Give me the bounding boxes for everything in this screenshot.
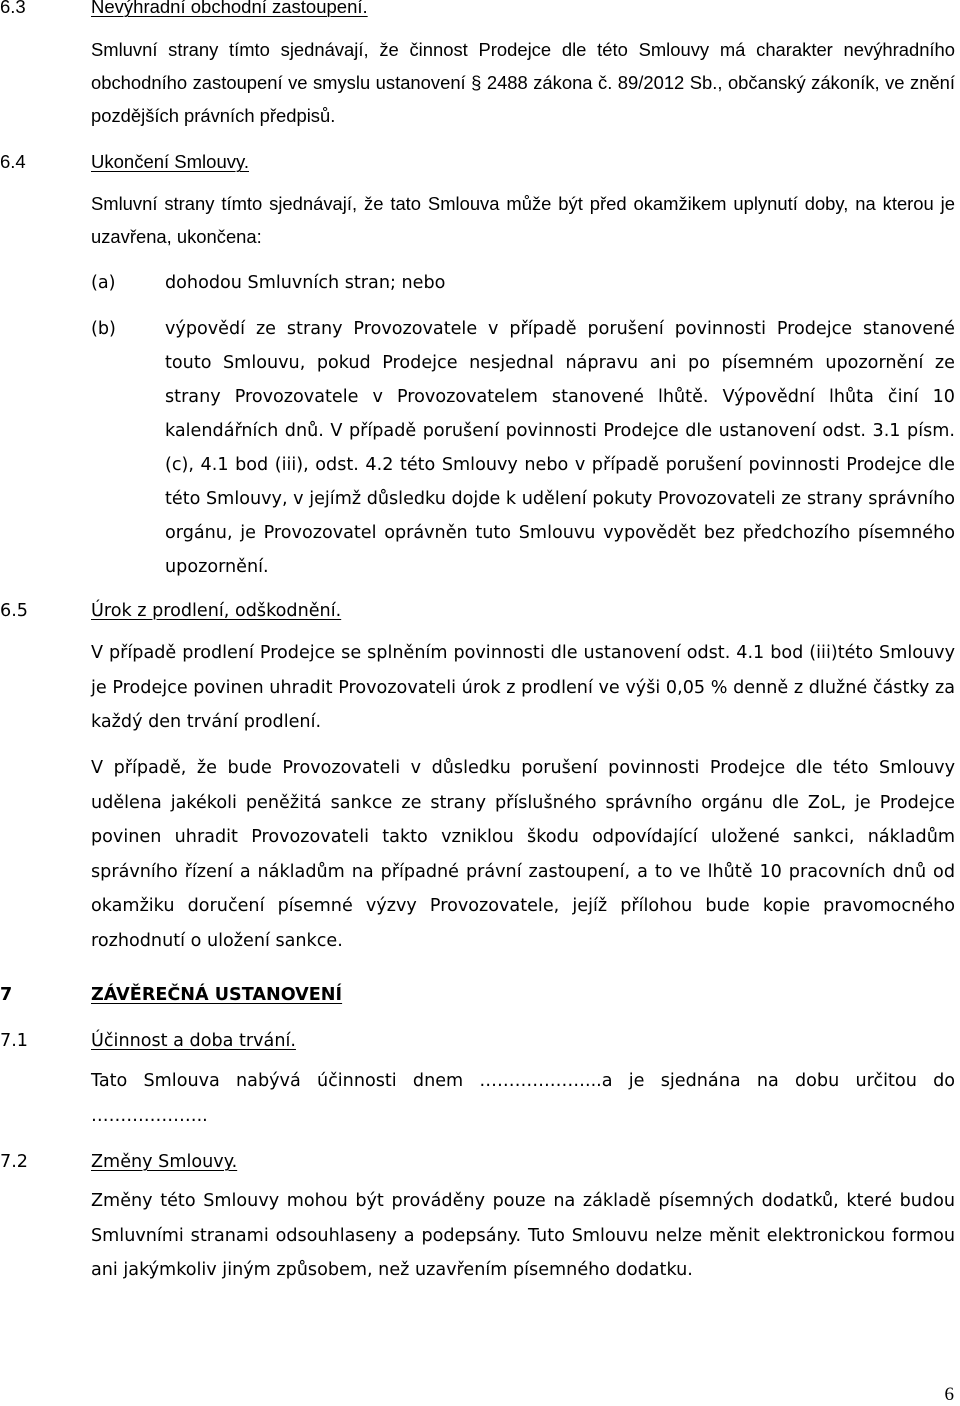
section-number: 6.4: [0, 151, 26, 172]
section-heading: Ukončení Smlouvy.: [91, 151, 249, 172]
section-number: 6.5: [0, 601, 28, 621]
section-number: 6.3: [0, 0, 26, 17]
section-number: 7.1: [0, 1031, 28, 1051]
list-item-text: výpovědí ze strany Provozovatele v případě porušení povinnosti Prodejce stanovené touto Smlouvu, pokud Prodejce nesjednal nápravu ani po písemném upozornění ze strany Provozovatele v Provozovatelem stanovené lhůtě. Výpovědní lhůta činí 10 kalendářních dnů. V případě porušení povinnosti Prodejce dle ustanovení odst. 3.1 písm. (c), 4.1 bod (iii), odst. 4.2 této Smlouvy nebo v případě porušení povinnosti Prodejce dle této Smlouvy, v jejímž důsledku dojde k udělení pokuty Provozovateli ze strany správního orgánu, je Provozovatel oprávněn tuto Smlouvu vypovědět bez předchozího písemného upozornění.: [165, 319, 955, 577]
list-item-text: dohodou Smluvních stran; nebo: [165, 273, 446, 293]
chapter-number: 7: [0, 985, 13, 1005]
section-heading: Změny Smlouvy.: [91, 1152, 238, 1172]
section-number: 7.2: [0, 1152, 28, 1172]
section-heading: Úrok z prodlení, odškodnění.: [91, 601, 342, 621]
section-heading: Nevýhradní obchodní zastoupení.: [91, 0, 368, 17]
section-paragraph: Smluvní strany tímto sjednávají, že tato Smlouva může být před okamžikem uplynutí doby, na kterou je uzavřena, ukončena:: [91, 193, 955, 247]
section-paragraph: Smluvní strany tímto sjednávají, že činnost Prodejce dle této Smlouvy má charakter nevýhradního obchodního zastoupení ve smyslu ustanovení § 2488 zákona č. 89/2012 Sb., občanský zákoník, ve znění pozdějších právních předpisů.: [91, 39, 955, 126]
list-item-label: (a): [91, 273, 116, 293]
section-paragraph: Změny této Smlouvy mohou být prováděny pouze na základě písemných dodatků, které budou Smluvními stranami odsouhlaseny a podepsány. Tuto Smlouvu nelze měnit elektronickou formou ani jakýmkoliv jiným způsobem, než uzavřením písemného dodatku.: [91, 1191, 955, 1280]
section-heading: Účinnost a doba trvání.: [91, 1031, 296, 1051]
page-number: 6: [944, 1384, 954, 1405]
list-item-label: (b): [91, 319, 116, 339]
section-paragraph: V případě prodlení Prodejce se splněním povinnosti dle ustanovení odst. 4.1 bod (iii)této Smlouvy je Prodejce povinen uhradit Provozovateli úrok z prodlení ve výši 0,05 % denně z dlužné částky za každý den trvání prodlení.: [91, 643, 955, 732]
section-paragraph: Tato Smlouva nabývá účinnosti dnem ………………...a je sjednána na dobu určitou do ………………..: [91, 1071, 955, 1126]
section-paragraph: V případě, že bude Provozovateli v důsledku porušení povinnosti Prodejce dle této Smlouvy udělena jakékoli peněžitá sankce ze strany příslušného správního orgánu dle ZoL, je Prodejce povinen uhradit Provozovateli takto vzniklou škodu odpovídající uložené sankci, nákladům správního řízení a nákladům na případné právní zastoupení, a to ve lhůtě 10 pracovních dnů od okamžiku doručení písemné výzvy Provozovatele, jejíž přílohou bude kopie pravomocného rozhodnutí o uložení sankce.: [91, 758, 955, 951]
chapter-heading: ZÁVĚREČNÁ USTANOVENÍ: [91, 985, 343, 1005]
